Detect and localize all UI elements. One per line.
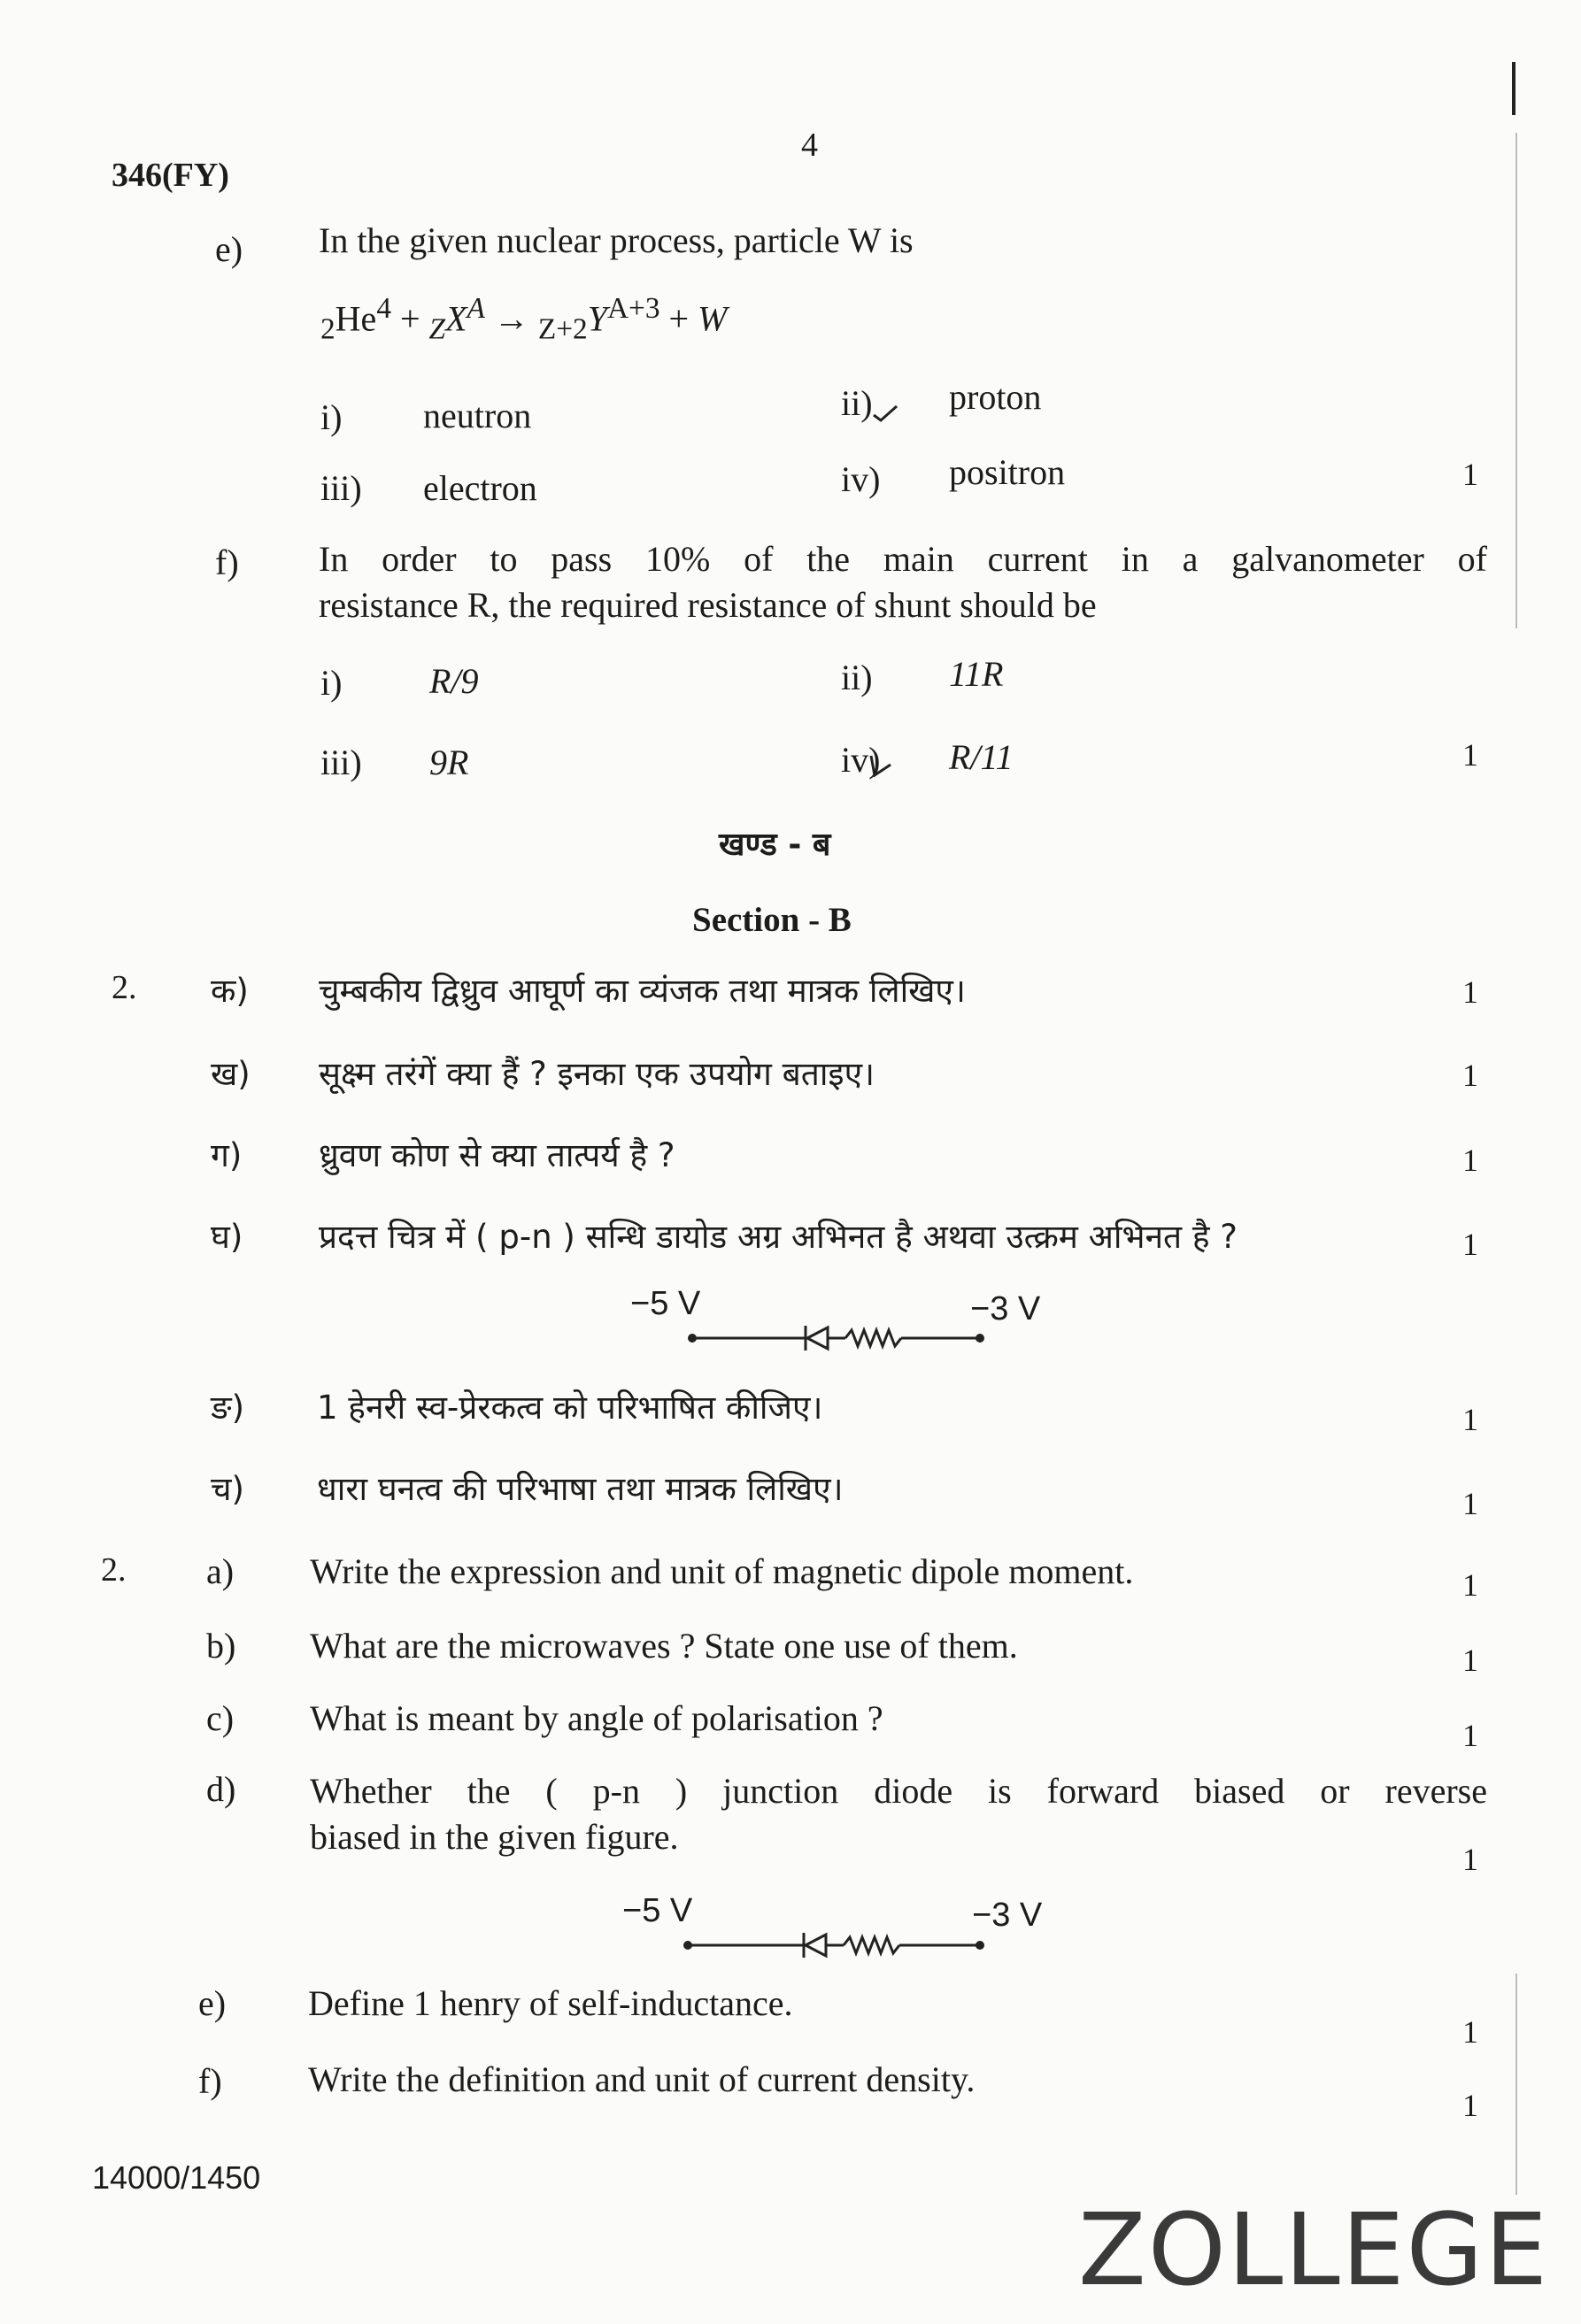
- edge-mark: [1512, 62, 1515, 115]
- option-number: iii): [320, 743, 362, 782]
- option-number: i): [320, 663, 343, 703]
- question-number: 2.: [112, 969, 137, 1006]
- question-label: e): [198, 1983, 227, 2023]
- question-text: resistance R, the required resistance of shunt should be: [319, 585, 1097, 625]
- marks: 1: [1462, 1567, 1478, 1603]
- w-symbol: W: [698, 298, 728, 339]
- question-label: d): [206, 1769, 236, 1809]
- question-text: 1 हेनरी स्व-प्रेरकत्व को परिभाषित कीजिए।: [317, 1389, 823, 1427]
- question-label: a): [206, 1551, 235, 1591]
- question-text: In order to pass 10% of the main current in a galvanometer of: [319, 539, 1487, 579]
- marks: 1: [1462, 974, 1478, 1010]
- marks: 1: [1462, 2088, 1478, 2123]
- tick-mark-icon: [872, 403, 898, 422]
- marks: 1: [1462, 1718, 1478, 1753]
- question-label: क): [211, 972, 249, 1010]
- he-symbol: He: [335, 298, 377, 339]
- question-label: ङ): [211, 1389, 245, 1427]
- marks: 1: [1462, 2014, 1478, 2050]
- plus-sign: +: [668, 298, 690, 339]
- edge-line: [1515, 133, 1517, 628]
- option-text: R/11: [949, 737, 1014, 777]
- question-label: e): [215, 229, 243, 269]
- terminal-dot: [976, 1334, 984, 1343]
- question-number: 2.: [101, 1551, 127, 1589]
- circuit-left-voltage: −5 V: [622, 1892, 693, 1929]
- question-label: च): [211, 1470, 244, 1508]
- x-superscript: A: [467, 292, 485, 325]
- resistor: [845, 1330, 901, 1346]
- question-text: Write the expression and unit of magnetic dipole moment.: [310, 1551, 1134, 1591]
- diode-circuit-diagram: [686, 1319, 992, 1354]
- x-subscript: Z: [428, 312, 446, 346]
- marks: 1: [1462, 1058, 1478, 1093]
- he-subscript: 2: [320, 312, 335, 346]
- question-label: c): [206, 1698, 235, 1738]
- y-superscript: A+3: [606, 292, 660, 325]
- edge-line: [1515, 1974, 1517, 2195]
- question-label: b): [206, 1626, 236, 1666]
- question-label: घ): [211, 1218, 243, 1256]
- footer-code: 14000/1450: [92, 2159, 261, 2191]
- option-text: electron: [423, 468, 537, 508]
- marks: 1: [1462, 1643, 1478, 1678]
- marks: 1: [1462, 457, 1478, 492]
- question-text: प्रदत्त चित्र में ( p-n ) सन्धि डायोड अग्र अभिनत है अथवा उत्क्रम अभिनत है ?: [319, 1218, 1238, 1256]
- option-number: iii): [320, 468, 362, 508]
- question-text: Write the definition and unit of current density.: [308, 2059, 976, 2099]
- question-text: What are the microwaves ? State one use of them.: [310, 1626, 1018, 1666]
- circuit-left-voltage: −5 V: [630, 1285, 701, 1322]
- option-number: ii): [841, 383, 873, 423]
- option-text: neutron: [423, 396, 532, 435]
- section-title-english: Section - B: [692, 901, 852, 939]
- diode-triangle: [807, 1327, 828, 1349]
- option-number: iv): [841, 740, 881, 780]
- question-text: In the given nuclear process, particle W is: [319, 220, 914, 260]
- y-subscript: Z+2: [537, 312, 588, 346]
- marks: 1: [1462, 1486, 1478, 1521]
- y-symbol: Y: [587, 298, 607, 339]
- circuit-right-voltage: −3 V: [972, 1897, 1043, 1934]
- page-number: 4: [801, 127, 818, 164]
- question-text: धारा घनत्व की परिभाषा तथा मात्रक लिखिए।: [317, 1470, 844, 1508]
- option-number: iv): [841, 459, 881, 499]
- marks: 1: [1462, 737, 1478, 773]
- option-number: ii): [841, 658, 873, 697]
- circuit-right-voltage: −3 V: [970, 1290, 1041, 1327]
- question-label: f): [215, 543, 239, 582]
- question-text: Whether the ( p-n ) junction diode is forward biased or reverse: [310, 1771, 1487, 1811]
- option-number: i): [320, 397, 343, 437]
- question-label: ख): [211, 1055, 251, 1093]
- diode-circuit-diagram: [682, 1928, 991, 1963]
- plus-sign: +: [399, 298, 420, 339]
- question-text: चुम्बकीय द्विध्रुव आघूर्ण का व्यंजक तथा मात्रक लिखिए।: [319, 972, 966, 1010]
- question-text: सूक्ष्म तरंगें क्या हैं ? इनका एक उपयोग बताइए।: [319, 1055, 875, 1093]
- marks: 1: [1462, 1227, 1478, 1262]
- option-text: 9R: [429, 743, 469, 782]
- marks: 1: [1462, 1842, 1478, 1877]
- marks: 1: [1462, 1402, 1478, 1437]
- option-text: R/9: [429, 661, 479, 701]
- question-text: ध्रुवण कोण से क्या तात्पर्य है ?: [319, 1136, 675, 1174]
- arrow-symbol: →: [493, 298, 529, 339]
- he-superscript: 4: [376, 292, 391, 325]
- diode-triangle: [806, 1935, 826, 1956]
- nuclear-equation: [320, 292, 727, 346]
- option-text: 11R: [949, 654, 1004, 694]
- x-symbol: X: [445, 298, 467, 339]
- terminal-dot: [976, 1941, 984, 1950]
- option-text: proton: [949, 377, 1042, 417]
- question-text: biased in the given figure.: [310, 1817, 679, 1857]
- option-text: positron: [949, 452, 1066, 492]
- section-title-hindi: खण्ड - ब: [719, 827, 831, 863]
- question-text: Define 1 henry of self-inductance.: [308, 1983, 793, 2023]
- tick-mark-icon: [868, 754, 894, 779]
- zollege-logo: ZOLLEGE: [1078, 2193, 1549, 2308]
- paper-code: 346(FY): [112, 157, 229, 194]
- question-text: What is meant by angle of polarisation ?: [310, 1698, 883, 1738]
- question-label: ग): [211, 1136, 243, 1174]
- question-label: f): [198, 2061, 222, 2101]
- resistor: [844, 1937, 899, 1953]
- marks: 1: [1462, 1143, 1478, 1178]
